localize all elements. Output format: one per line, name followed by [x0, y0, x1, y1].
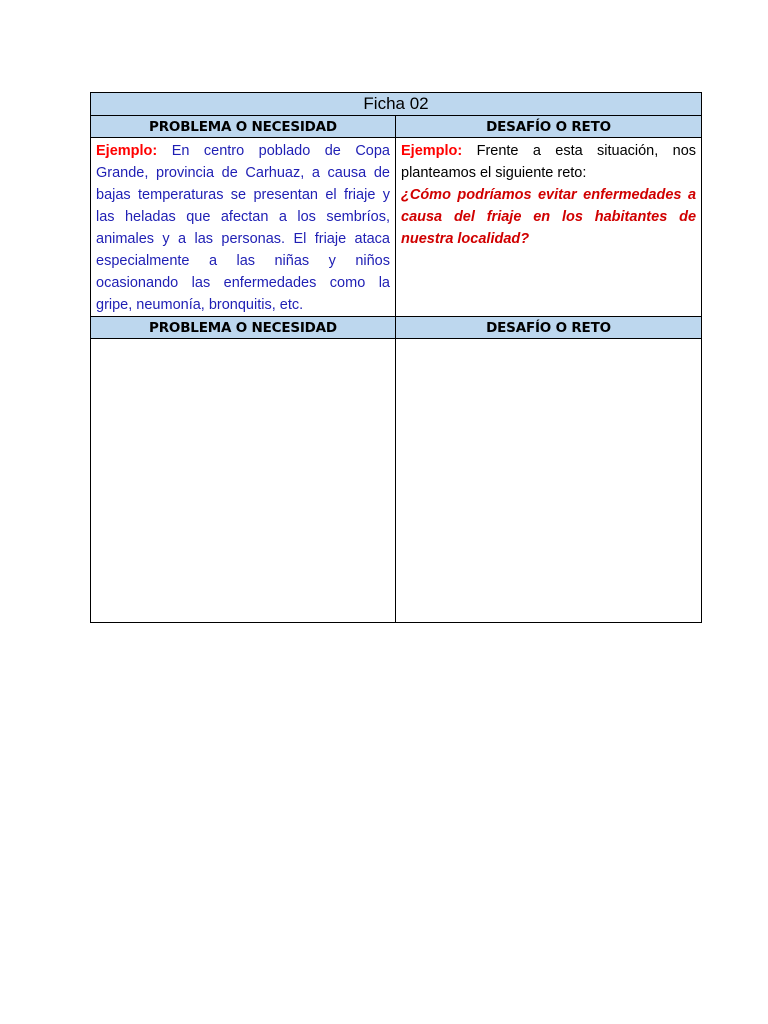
- header-desafio-2: DESAFÍO O RETO: [396, 317, 702, 339]
- answer-desafio-cell[interactable]: [396, 339, 702, 623]
- answer-problema-cell[interactable]: [91, 339, 396, 623]
- header-row-2: [91, 317, 702, 339]
- example-desafio-text: [396, 138, 701, 250]
- header-problema-1: PROBLEMA O NECESIDAD: [91, 116, 396, 138]
- ficha-table: [90, 92, 702, 623]
- header-desafio-1: DESAFÍO O RETO: [396, 116, 702, 138]
- example-problema-label: Ejemplo:: [96, 143, 158, 159]
- answer-row: [91, 339, 702, 623]
- example-problema-cell: [91, 138, 396, 317]
- header-problema-2: PROBLEMA O NECESIDAD: [91, 317, 396, 339]
- example-desafio-label: Ejemplo:: [401, 143, 463, 159]
- title-row: [91, 93, 702, 116]
- example-desafio-question: ¿Cómo podríamos evitar enfermedades a causa del friaje en los habitantes de nuestra localidad?: [401, 187, 697, 247]
- example-desafio-body: Frente a esta situación, nos planteamos el siguiente reto:: [401, 143, 697, 181]
- example-problema-text: [91, 138, 395, 316]
- ficha-title: Ficha 02: [91, 93, 702, 116]
- header-row-1: [91, 116, 702, 138]
- example-problema-body: En centro poblado de Copa Grande, provincia de Carhuaz, a causa de bajas temperaturas se presentan el friaje y las heladas que afectan a los sembríos, animales y a las personas. El friaje ataca especialmente a las niñas y niños ocasionando las enfermedades como la gripe, neumonía, bronquitis, etc.: [96, 143, 390, 313]
- example-desafio-cell: [396, 138, 702, 317]
- example-row: [91, 138, 702, 317]
